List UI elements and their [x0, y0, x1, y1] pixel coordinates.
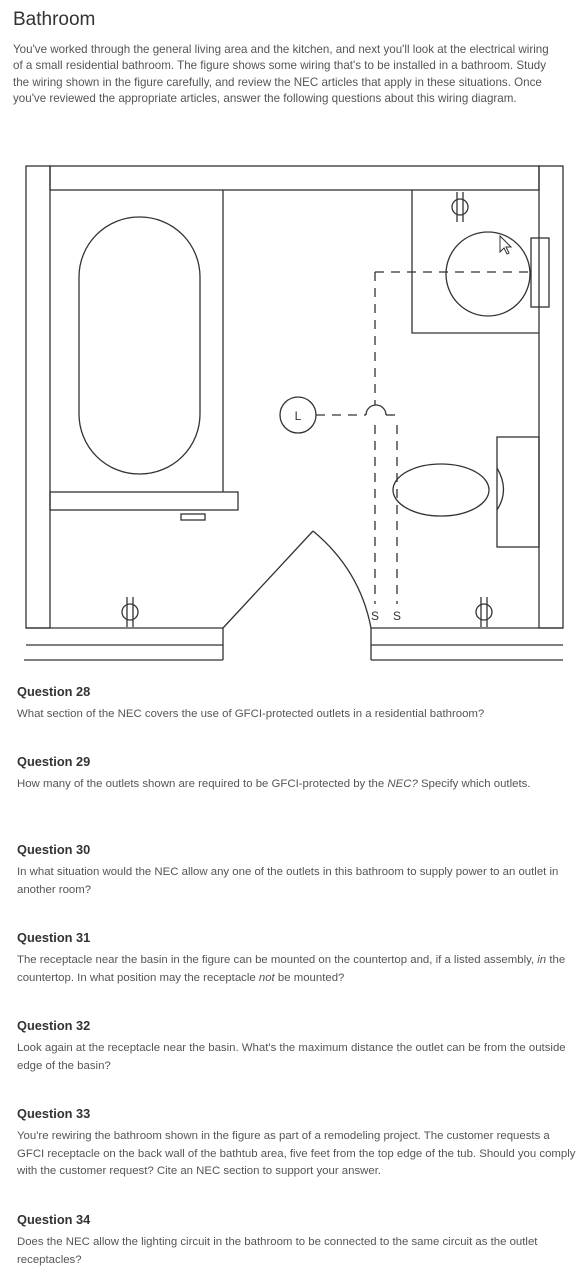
vanity-counter: [412, 190, 539, 333]
toilet-seat-edge: [497, 468, 504, 510]
question-title: Question 33: [17, 1106, 91, 1121]
door-leaf: [223, 531, 313, 628]
tub-ledge: [50, 492, 238, 510]
tub-drain: [181, 514, 205, 520]
bathtub-basin: [79, 217, 200, 474]
question-text: The receptacle near the basin in the figure can be mounted on the countertop and, if a listed assembly, in the countertop. In what position may the receptacle not be mounted?: [17, 954, 566, 984]
question-title: Question 30: [17, 842, 91, 857]
question-title: Question 32: [17, 1018, 91, 1033]
question-title: Question 28: [17, 684, 91, 699]
question-title: Question 34: [17, 1212, 91, 1227]
wall-right: [539, 166, 563, 628]
question-28: [17, 684, 484, 724]
question-31: [17, 930, 579, 987]
bathroom-wiring-diagram: [0, 155, 585, 675]
door-swing: [313, 531, 371, 628]
switch-label-2: S: [392, 609, 402, 623]
medicine-cabinet: [531, 238, 549, 307]
receptacle-vanity-icon: [452, 192, 468, 222]
question-text: Look again at the receptacle near the basin. What's the maximum distance the outlet can be from the outside edge of the basin?: [17, 1042, 566, 1072]
switch-label-1: S: [370, 609, 380, 623]
intro-paragraph: You've worked through the general living area and the kitchen, and next you'll look at the electrical wiring of a small residential bathroom. The figure shows some wiring that's to be installed in a bathroom. Study the wiring shown in the figure carefully, and review the NEC articles that apply in these situations. Once you've reviewed the appropriate articles, answer the following questions about this wiring diagram.: [13, 43, 549, 106]
receptacle-toilet-wall-icon: [476, 597, 492, 627]
question-text: In what situation would the NEC allow any one of the outlets in this bathroom to supply power to an outlet in another room?: [17, 866, 559, 896]
question-29: [17, 754, 530, 794]
junction-icon: [366, 405, 386, 415]
question-title: Question 29: [17, 754, 91, 769]
question-title: Question 31: [17, 930, 91, 945]
question-32: [17, 1018, 579, 1075]
wall-top: [50, 166, 539, 190]
question-30: [17, 842, 579, 899]
question-text: How many of the outlets shown are required to be GFCI-protected by the NEC? Specify which outlets.: [17, 778, 531, 790]
question-33: [17, 1106, 579, 1181]
light-label: L: [294, 409, 302, 423]
page-title: Bathroom: [13, 9, 96, 30]
question-34: [17, 1212, 579, 1269]
question-text: Does the NEC allow the lighting circuit in the bathroom to be connected to the same circuit as the outlet receptacles?: [17, 1236, 538, 1266]
cursor-icon: [500, 236, 511, 254]
question-text: You're rewiring the bathroom shown in the figure as part of a remodeling project. The customer requests a GFCI receptacle on the back wall of the bathtub area, five feet from the top edge of the tub. Should you comply with the customer request? Cite an NEC section to support your answer.: [17, 1130, 576, 1177]
wall-left: [26, 166, 50, 628]
toilet-bowl: [393, 464, 489, 516]
sink-basin: [446, 232, 530, 316]
receptacle-tub-wall-icon: [122, 597, 138, 627]
question-text: What section of the NEC covers the use of GFCI-protected outlets in a residential bathroom?: [17, 708, 485, 720]
